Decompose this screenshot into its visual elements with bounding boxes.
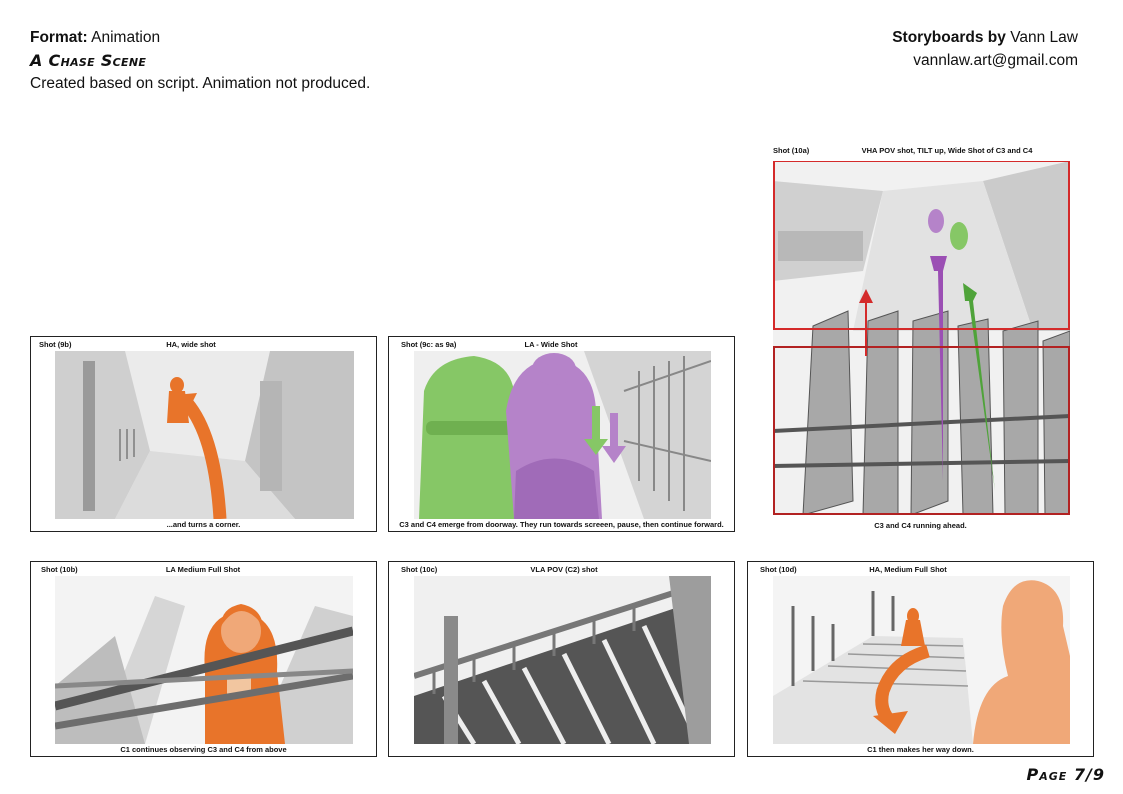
shot-description: LA Medium Full Shot — [165, 565, 241, 574]
storyboard-drawing — [773, 161, 1070, 515]
credit-label: Storyboards by — [892, 29, 1006, 46]
format-label: Format: — [30, 29, 88, 46]
shot-caption: C3 and C4 emerge from doorway. They run towards screeen, pause, then continue forward. — [399, 520, 724, 529]
shot-description: VLA POV (C2) shot — [530, 565, 598, 574]
storyboard-drawing — [55, 351, 354, 519]
panel-shot-10d — [747, 561, 1094, 757]
shot-caption: C1 then makes her way down. — [867, 745, 974, 754]
scene-title: A Chase Scene — [30, 51, 147, 70]
shot-label: Shot (9c: as 9a) — [401, 340, 457, 349]
page-number: Page 7/9 — [1026, 765, 1105, 784]
production-note: Created based on script. Animation not produced. — [30, 75, 371, 92]
shot-description: VHA POV shot, TILT up, Wide Shot of C3 and C4 — [861, 146, 1033, 155]
shot-label: Shot (9b) — [39, 340, 72, 349]
storyboard-drawing — [414, 576, 711, 744]
shot-caption: C1 continues observing C3 and C4 from above — [120, 745, 287, 754]
storyboard-drawing — [55, 576, 353, 744]
header-left — [30, 26, 370, 95]
contact-email: vannlaw.art@gmail.com — [913, 52, 1078, 69]
shot-label: Shot (10d) — [760, 565, 797, 574]
header-right — [892, 26, 1078, 72]
shot-label: Shot (10a) — [773, 146, 810, 155]
shot-caption: ...and turns a corner. — [166, 520, 241, 529]
shot-description: HA, wide shot — [166, 340, 216, 349]
panel-shot-10b — [30, 561, 377, 757]
shot-description: LA - Wide Shot — [524, 340, 578, 349]
shot-label: Shot (10c) — [401, 565, 438, 574]
credit-line — [892, 26, 1078, 49]
storyboard-drawing — [414, 351, 711, 519]
credit-name: Vann Law — [1010, 29, 1078, 46]
panel-shot-9b — [30, 336, 377, 532]
panel-shot-10a — [764, 140, 1077, 532]
storyboard-drawing — [773, 576, 1070, 744]
shot-label: Shot (10b) — [41, 565, 78, 574]
format-line — [30, 26, 370, 49]
panel-shot-10c — [388, 561, 735, 757]
panel-shot-9c — [388, 336, 735, 532]
shot-description: HA, Medium Full Shot — [869, 565, 947, 574]
format-value: Animation — [91, 29, 161, 46]
shot-caption: C3 and C4 running ahead. — [874, 521, 967, 530]
